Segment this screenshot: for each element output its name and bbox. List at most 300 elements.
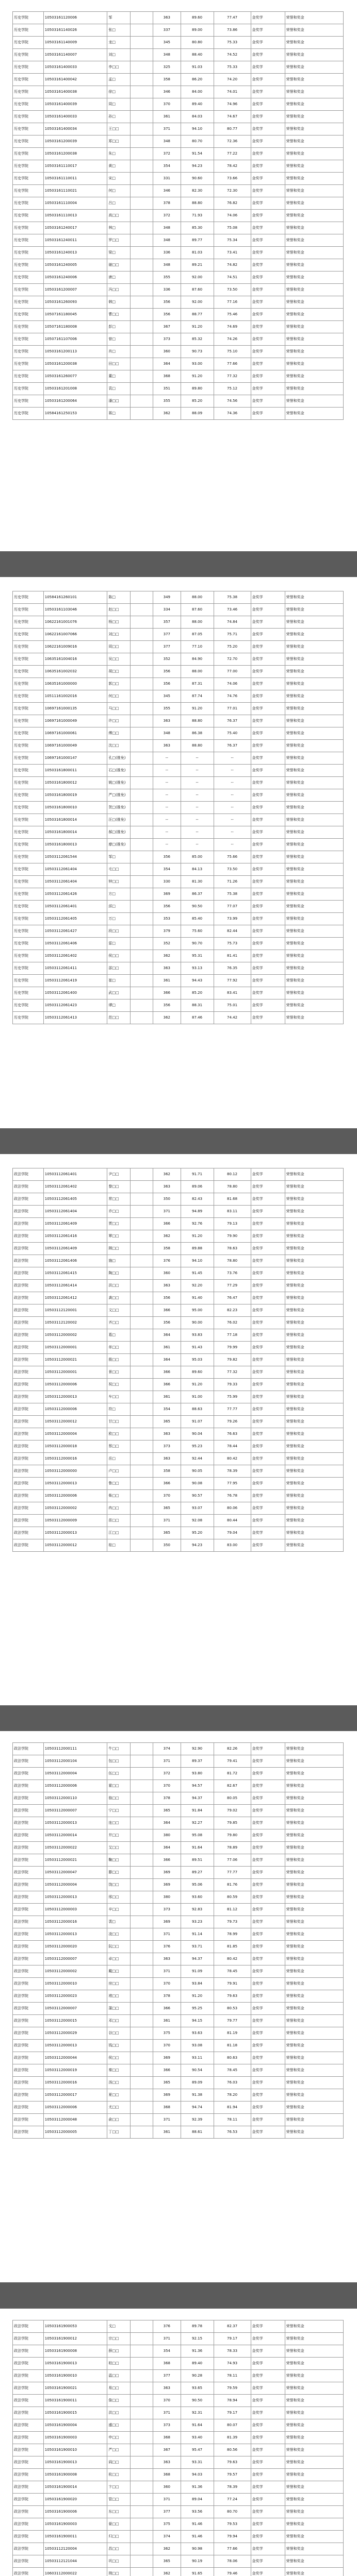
table-cell [130, 2077, 153, 2089]
table-cell: 政法学院 [13, 2345, 44, 2358]
table-cell: 10503161400038 [43, 86, 107, 98]
table-cell [130, 1478, 153, 1490]
table-cell: 74.26 [214, 333, 251, 346]
table-cell: 金奖学 [251, 1539, 285, 1552]
table-cell: 364 [153, 1329, 181, 1342]
table-cell: 89.40 [181, 98, 214, 111]
table-cell: 荣誉和奖金 [285, 975, 343, 987]
table-cell: 73.86 [214, 24, 251, 37]
table-cell: 金奖学 [251, 703, 285, 715]
table-cell: 尤□□ [107, 2102, 130, 2114]
table-cell: 360 [153, 346, 181, 358]
table-row [13, 1403, 344, 1416]
table-cell: 阮□□ [107, 1941, 130, 1953]
table-cell [130, 284, 153, 296]
table-cell: 93.83 [181, 1329, 214, 1342]
table-cell: 75.34 [214, 234, 251, 247]
table-cell [130, 1854, 153, 1867]
table-cell: 10503112000010 [43, 1978, 107, 1990]
table-cell: 92.20 [181, 1280, 214, 1292]
table-cell: -- [153, 765, 181, 777]
table-cell [130, 148, 153, 160]
table-row [13, 666, 344, 678]
table-cell: 10503112000006 [43, 1403, 107, 1416]
table-cell: 邹 [107, 12, 130, 24]
table-cell: 荣誉和奖金 [285, 1206, 343, 1218]
table-cell: 86.38 [181, 727, 214, 740]
table-cell: 裴□ [107, 1916, 130, 1928]
table-cell: 10503112000006 [43, 2102, 107, 2114]
table-cell: 金奖学 [251, 1465, 285, 1478]
table-cell: 356 [153, 901, 181, 913]
table-cell: 10503112061409 [43, 1243, 107, 1255]
table-cell: 政法学院 [13, 2518, 44, 2531]
table-cell: 政法学院 [13, 2003, 44, 2015]
table-cell: 政法学院 [13, 2506, 44, 2518]
table-cell: 政法学院 [13, 1440, 44, 1453]
table-cell: 345 [153, 690, 181, 703]
table-row [13, 1193, 344, 1206]
table-cell: 10503112061402 [43, 950, 107, 962]
table-cell: 85.20 [181, 987, 214, 999]
table-cell: 83.11 [214, 1206, 251, 1218]
table-cell: 荣誉和奖金 [285, 1391, 343, 1403]
table-cell: -- [153, 839, 181, 851]
table-cell: 金奖学 [251, 2444, 285, 2456]
table-cell [130, 49, 153, 61]
table-cell: 政法学院 [13, 2052, 44, 2064]
table-cell: 10503161110013 [43, 210, 107, 222]
table-cell: 金奖学 [251, 740, 285, 752]
table-cell: 政法学院 [13, 1280, 44, 1292]
table-cell: 76.03 [214, 2077, 251, 2089]
table-cell: 冯□□ [107, 284, 130, 296]
table-cell: 范□□ [107, 1012, 130, 1024]
table-cell: 金奖学 [251, 2345, 285, 2358]
table-cell: 荣誉和奖金 [285, 962, 343, 975]
table-cell: 政法学院 [13, 2320, 44, 2333]
table-cell: 354 [153, 160, 181, 173]
table-cell [130, 925, 153, 938]
table-cell [130, 1416, 153, 1428]
table-cell: 77.66 [214, 2543, 251, 2555]
table-cell: 372 [153, 1768, 181, 1780]
table-cell: 78.44 [214, 1440, 251, 1453]
table-row [13, 2555, 344, 2568]
table-cell: 10503112061411 [43, 962, 107, 975]
table-cell: 荣誉和奖金 [285, 1218, 343, 1230]
table-cell: 政法学院 [13, 1243, 44, 1255]
table-cell [130, 309, 153, 321]
table-row [13, 86, 344, 98]
table-cell [130, 1366, 153, 1379]
table-cell: 金奖学 [251, 1255, 285, 1267]
table-cell: 荣誉和奖金 [285, 309, 343, 321]
table-row [13, 703, 344, 715]
table-cell: 93.65 [181, 2382, 214, 2395]
table-cell: 90.28 [181, 2370, 214, 2382]
table-cell: 金奖学 [251, 678, 285, 690]
table-cell: 79.80 [214, 1829, 251, 1842]
table-cell: 78.06 [214, 2555, 251, 2568]
table-cell: 卞□□ [107, 2481, 130, 2494]
table-cell: 政法学院 [13, 1391, 44, 1403]
table-cell: 政法学院 [13, 1193, 44, 1206]
table-cell: 10503112000013 [43, 1391, 107, 1403]
table-cell: 10503161800019 [43, 789, 107, 802]
table-cell: 355 [153, 395, 181, 408]
table-cell: 夏□□ [107, 2089, 130, 2102]
table-cell: -- [153, 789, 181, 802]
table-cell: 95.08 [181, 1829, 214, 1842]
table-cell [130, 1867, 153, 1879]
table-cell: 荣誉和奖金 [285, 938, 343, 950]
table-cell: 彭□ [107, 321, 130, 333]
table-cell [130, 950, 153, 962]
table-cell: 95.06 [181, 1879, 214, 1891]
table-cell [130, 1243, 153, 1255]
table-cell: 10603112000022 [43, 2568, 107, 2576]
table-cell: 杨□□ [107, 616, 130, 629]
table-cell: 刘□□ [107, 629, 130, 641]
table-cell: 祝□□ [107, 1379, 130, 1391]
table-cell: 93.11 [181, 2052, 214, 2064]
table-cell: 杭□□ [107, 2469, 130, 2481]
table-cell: 金奖学 [251, 1490, 285, 1502]
table-cell: 90.60 [181, 173, 214, 185]
table-cell: 10503161110017 [43, 160, 107, 173]
table-cell: 10503161900013 [43, 2456, 107, 2469]
table-cell: 10503112000110 [43, 1792, 107, 1805]
table-cell: 历史学院 [13, 901, 44, 913]
table-cell: 荣誉和奖金 [285, 715, 343, 727]
table-cell: 荣誉和奖金 [285, 950, 343, 962]
table-cell: 方□ [107, 888, 130, 901]
table-cell: 10503112061416 [43, 1230, 107, 1243]
table-row [13, 1891, 344, 1904]
table-cell: 荣誉和奖金 [285, 1193, 343, 1206]
table-cell: 荣誉和奖金 [285, 1515, 343, 1527]
table-cell: 金奖学 [251, 653, 285, 666]
table-cell: 金奖学 [251, 1953, 285, 1965]
document-page [0, 1154, 357, 1705]
table-cell: 政法学院 [13, 1780, 44, 1792]
table-cell: 荣誉和奖金 [285, 2077, 343, 2089]
table-cell: 荣誉和奖金 [285, 1329, 343, 1342]
table-cell: 卓□□ [107, 1953, 130, 1965]
table-cell: -- [214, 752, 251, 765]
table-row [13, 863, 344, 876]
table-cell: 80.70 [181, 135, 214, 148]
table-row [13, 2089, 344, 2102]
table-cell: 368 [153, 2432, 181, 2444]
table-cell: 林□ [107, 222, 130, 234]
table-cell: 历史学院 [13, 1012, 44, 1024]
table-cell: 金奖学 [251, 962, 285, 975]
table-cell: 政法学院 [13, 2456, 44, 2469]
table-row [13, 49, 344, 61]
table-cell: 政法学院 [13, 1267, 44, 1280]
table-cell: 10697161000135 [43, 703, 107, 715]
table-cell: 政法学院 [13, 1403, 44, 1416]
table-cell: 88.09 [181, 408, 214, 420]
table-cell: 77.01 [214, 703, 251, 715]
table-cell [130, 1428, 153, 1440]
table-cell [130, 135, 153, 148]
table-row [13, 1867, 344, 1879]
table-cell: 金奖学 [251, 74, 285, 86]
table-cell: 荣誉和奖金 [285, 1941, 343, 1953]
table-cell [130, 2015, 153, 2027]
table-cell: 93.23 [181, 1916, 214, 1928]
table-cell: 90.50 [181, 901, 214, 913]
table-cell: 366 [153, 1366, 181, 1379]
table-cell: 346 [153, 86, 181, 98]
table-cell: 历史学院 [13, 851, 44, 863]
scholarship-table [12, 11, 344, 420]
table-row [13, 37, 344, 49]
table-cell: 政法学院 [13, 1867, 44, 1879]
table-cell [130, 938, 153, 950]
table-cell: 349 [153, 591, 181, 604]
table-cell: 盛□□ [107, 2419, 130, 2432]
table-cell: 邱□ [107, 901, 130, 913]
table-cell: 邢□□ [107, 1891, 130, 1904]
table-cell: 历史学院 [13, 913, 44, 925]
table-cell [130, 185, 153, 197]
table-cell: 88.40 [181, 49, 214, 61]
table-cell: 金奖学 [251, 1267, 285, 1280]
table-cell: 荣誉和奖金 [285, 111, 343, 123]
table-cell: 金奖学 [251, 1329, 285, 1342]
table-cell: 74.69 [214, 321, 251, 333]
table-cell: 10503112000016 [43, 2077, 107, 2089]
table-row [13, 814, 344, 826]
table-cell: 金奖学 [251, 2003, 285, 2015]
table-cell: 金奖学 [251, 2531, 285, 2543]
table-row [13, 2481, 344, 2494]
table-cell: 10503161900014 [43, 2481, 107, 2494]
table-cell [130, 222, 153, 234]
table-cell [130, 666, 153, 678]
table-cell: 73.76 [214, 1267, 251, 1280]
table-cell: 74.82 [214, 259, 251, 272]
table-cell: 政法学院 [13, 2077, 44, 2089]
table-cell: 郭□□ [107, 678, 130, 690]
table-cell: 褚□□ [107, 1990, 130, 2003]
table-cell: 368 [153, 2102, 181, 2114]
table-cell: 78.80 [214, 1181, 251, 1193]
table-cell: 荣誉和奖金 [285, 1867, 343, 1879]
table-cell: 何□ [107, 185, 130, 197]
table-cell: 80.80 [181, 37, 214, 49]
table-cell: 荣誉和奖金 [285, 1805, 343, 1817]
table-cell: 88.61 [181, 2126, 214, 2139]
table-cell: 荣誉和奖金 [285, 1342, 343, 1354]
table-cell: 政法学院 [13, 1292, 44, 1304]
table-cell: 金奖学 [251, 1379, 285, 1391]
table-cell: 政法学院 [13, 1990, 44, 2003]
table-cell: 荣誉和奖金 [285, 727, 343, 740]
table-cell: 90.50 [181, 2395, 214, 2407]
table-cell: 荣誉和奖金 [285, 123, 343, 135]
table-cell: 政法学院 [13, 1842, 44, 1854]
table-cell: 荣誉和奖金 [285, 259, 343, 272]
table-cell: 75.40 [214, 727, 251, 740]
table-cell: 荣誉和奖金 [285, 272, 343, 284]
table-row [13, 1304, 344, 1317]
table-cell: 历史学院 [13, 690, 44, 703]
table-cell: 金奖学 [251, 2089, 285, 2102]
table-cell: 政法学院 [13, 1805, 44, 1817]
table-cell: 10503112000020 [43, 1941, 107, 1953]
table-cell: 荣誉和奖金 [285, 2102, 343, 2114]
table-cell: 东□□ [107, 2506, 130, 2518]
table-cell: 74.52 [214, 49, 251, 61]
table-cell: 76.37 [214, 740, 251, 752]
table-cell: 金奖学 [251, 1403, 285, 1416]
table-cell: 354 [153, 1403, 181, 1416]
table-cell [130, 2506, 153, 2518]
table-cell: 刘□ [107, 49, 130, 61]
table-cell: 74.01 [214, 86, 251, 98]
table-cell: 80.06 [214, 1502, 251, 1515]
table-cell: 政法学院 [13, 1465, 44, 1478]
table-cell: 76.53 [214, 2126, 251, 2139]
table-cell: -- [181, 826, 214, 839]
table-cell: 80.70 [214, 2506, 251, 2518]
table-cell: 363 [153, 1953, 181, 1965]
table-cell: 荣誉和奖金 [285, 1780, 343, 1792]
table-cell [130, 383, 153, 395]
table-cell: 366 [153, 987, 181, 999]
table-cell: 许□□ [107, 715, 130, 727]
table-cell: 78.45 [214, 2064, 251, 2077]
table-cell: 俞□□ [107, 2114, 130, 2126]
table-cell: 葛□ [107, 1329, 130, 1342]
table-cell: 荣誉和奖金 [285, 2040, 343, 2052]
table-cell: 88.00 [181, 666, 214, 678]
table-cell: 历史学院 [13, 876, 44, 888]
table-cell: 77.32 [214, 370, 251, 383]
table-row [13, 1904, 344, 1916]
table-cell: 车□□ [107, 1391, 130, 1403]
table-cell: 336 [153, 284, 181, 296]
table-cell: 361 [153, 2015, 181, 2027]
table-cell: 79.53 [214, 2518, 251, 2531]
table-cell: 369 [153, 888, 181, 901]
table-cell: 10503112000001 [43, 1366, 107, 1379]
table-row [13, 259, 344, 272]
table-cell: 金奖学 [251, 901, 285, 913]
table-cell: 荣誉和奖金 [285, 1230, 343, 1243]
table-row [13, 2469, 344, 2481]
table-cell: 73.46 [214, 604, 251, 616]
table-cell: 79.91 [214, 1978, 251, 1990]
table-cell [130, 1379, 153, 1391]
table-cell: 政法学院 [13, 2358, 44, 2370]
table-row [13, 2358, 344, 2370]
table-cell: 荣誉和奖金 [285, 395, 343, 408]
table-cell: 荣誉和奖金 [285, 296, 343, 309]
table-cell: 侯□□ [107, 2052, 130, 2064]
table-cell: 10503112000014 [43, 1829, 107, 1842]
table-cell: 荣誉和奖金 [285, 2015, 343, 2027]
table-cell: 74.06 [214, 678, 251, 690]
table-cell: 金奖学 [251, 1854, 285, 1867]
table-cell: 荣誉和奖金 [285, 2358, 343, 2370]
table-cell: 378 [153, 197, 181, 210]
table-cell: 金奖学 [251, 888, 285, 901]
table-cell: 政法学院 [13, 1953, 44, 1965]
table-cell: 金奖学 [251, 210, 285, 222]
table-cell: 荣誉和奖金 [285, 1792, 343, 1805]
table-cell: 孙□ [107, 111, 130, 123]
table-row [13, 160, 344, 173]
table-cell [130, 641, 153, 653]
table-cell [130, 12, 153, 24]
table-cell: 荣誉和奖金 [285, 210, 343, 222]
table-cell [130, 2089, 153, 2102]
table-cell: 荣誉和奖金 [285, 789, 343, 802]
table-cell: 荣誉和奖金 [285, 408, 343, 420]
table-cell [130, 851, 153, 863]
table-cell: 370 [153, 1978, 181, 1990]
table-row [13, 1854, 344, 1867]
table-cell: 373 [153, 1904, 181, 1916]
table-cell: 378 [153, 1792, 181, 1805]
table-cell: 80.42 [214, 1953, 251, 1965]
table-cell: 金奖学 [251, 789, 285, 802]
table-cell [130, 913, 153, 925]
table-cell [130, 1780, 153, 1792]
table-cell: 369 [153, 1879, 181, 1891]
table-row [13, 950, 344, 962]
table-cell: 历史学院 [13, 888, 44, 901]
table-cell [130, 1792, 153, 1805]
table-cell: 89.60 [181, 1366, 214, 1379]
table-row [13, 2494, 344, 2506]
table-cell: 78.45 [214, 1965, 251, 1978]
table-cell: 10503161900006 [43, 2506, 107, 2518]
table-cell: 金奖学 [251, 383, 285, 395]
table-cell: 历史学院 [13, 135, 44, 148]
table-cell: 荣誉和奖金 [285, 86, 343, 98]
table-cell: 政法学院 [13, 2089, 44, 2102]
table-cell: 79.59 [214, 2382, 251, 2395]
table-cell: 79.99 [214, 1342, 251, 1354]
table-cell: 84.13 [181, 863, 214, 876]
table-row [13, 111, 344, 123]
table-cell: 归□□ [107, 2531, 130, 2543]
table-cell: 金奖学 [251, 1502, 285, 1515]
table-row [13, 333, 344, 346]
table-cell: 历史学院 [13, 210, 44, 222]
table-cell: 365 [153, 2077, 181, 2089]
table-cell: 金奖学 [251, 913, 285, 925]
table-cell: 历史学院 [13, 370, 44, 383]
table-cell: -- [181, 789, 214, 802]
table-cell: 10503112061401 [43, 1168, 107, 1181]
table-cell: 362 [153, 408, 181, 420]
table-cell: 荣誉和奖金 [285, 2382, 343, 2395]
table-cell: 91.20 [181, 370, 214, 383]
table-cell: 90.05 [181, 1465, 214, 1478]
table-cell: 90.98 [181, 2543, 214, 2555]
table-row [13, 2382, 344, 2395]
table-cell: 10503161200007 [43, 284, 107, 296]
table-cell: 364 [153, 1842, 181, 1854]
